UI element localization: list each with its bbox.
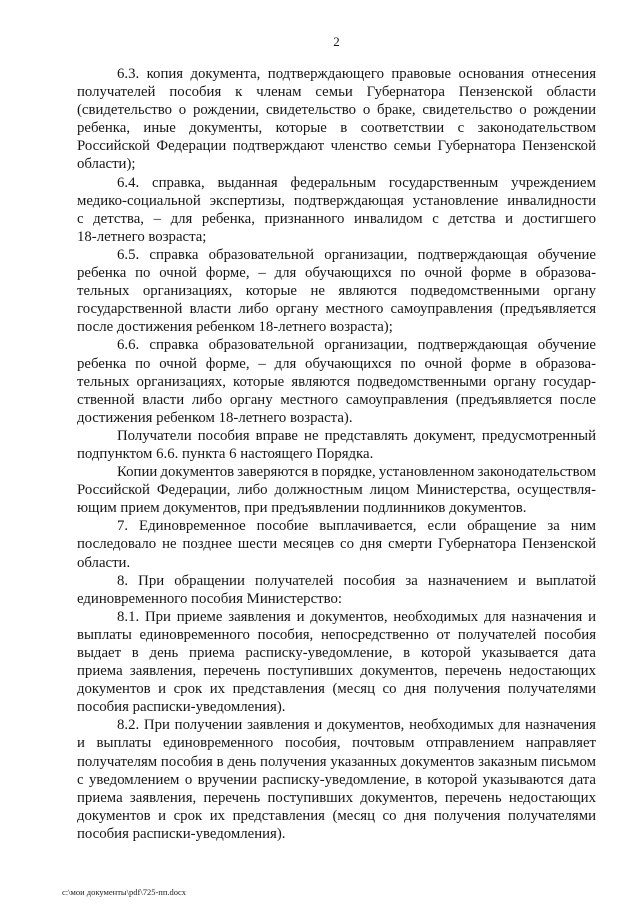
text-line: пособия расписки-уведомления).	[77, 699, 286, 716]
text-line: Российской Федерации, либо должностным лицом Министерства, осуществля-	[77, 482, 596, 499]
text-line: выплаты единовременного пособия, непосредственно от получателей пособия	[77, 626, 596, 643]
text-line: последовало не позднее шести месяцев со дня смерти Губернатора Пензенской	[77, 536, 596, 553]
text-line: ребенка, иные документы, которые в соответствии с законодательством	[77, 120, 596, 137]
paragraph-8-2	[77, 716, 596, 843]
text-line: ственной власти либо органу местного самоуправления (предъявляется после	[77, 391, 596, 408]
text-line: 8. При обращении получателей пособия за назначением и выплатой	[117, 572, 596, 589]
text-line: области);	[77, 156, 136, 173]
text-line: с детства, – для ребенка, признанного инвалидом с детства и достигшего	[77, 210, 596, 227]
paragraph-6-3	[77, 65, 596, 174]
text-line: получателей пособия к членам семьи Губернатора Пензенской области	[77, 84, 596, 101]
text-line: государственной власти либо органу местного самоуправления (предъявляется	[77, 301, 596, 318]
text-line: ребенка по очной форме, – для обучающихся по очной форме в образова-	[77, 265, 596, 282]
text-line: 8.1. При приеме заявления и документов, необходимых для назначения и	[117, 608, 596, 625]
paragraph-6-4	[77, 174, 596, 246]
text-line: документов и срок их представления (месяц со дня получения получателями	[77, 681, 596, 698]
text-line: тельных организациях, которые не являются подведомственными органу	[77, 283, 596, 300]
text-line: тельных организациях, которые являются подведомственными органу государ-	[77, 373, 596, 390]
paragraph-8-1	[77, 608, 596, 717]
text-line: (свидетельство о рождении, свидетельство о браке, свидетельство о рождении	[77, 102, 596, 119]
text-line: Получатели пособия вправе не представлять документ, предусмотренный	[117, 427, 596, 444]
paragraph-recipients-note	[77, 427, 596, 463]
text-line: 8.2. При получении заявления и документов, необходимых для назначения	[117, 717, 596, 734]
paragraph-7	[77, 517, 596, 571]
page-number: 2	[333, 34, 340, 49]
text-line: 7. Единовременное пособие выплачивается, если обращение за ним	[117, 518, 596, 535]
text-line: получателям пособия в день получения указанных документов заказным письмом	[77, 753, 596, 770]
text-line: Копии документов заверяются в порядке, установленном законодательством	[117, 464, 596, 481]
paragraph-copies-certification	[77, 463, 596, 517]
text-line: ребенка по очной форме, – для обучающихся по очной форме в образова-	[77, 355, 596, 372]
text-line: 18-летнего возраста;	[77, 228, 207, 245]
text-line: приема заявления, перечень поступивших документов, перечень недостающих	[77, 789, 596, 806]
paragraph-6-5	[77, 246, 596, 336]
text-line: подпунктом 6.6. пункта 6 настоящего Порядка.	[77, 445, 374, 462]
text-line: пособия расписки-уведомления).	[77, 825, 286, 842]
text-line: документов и срок их представления (месяц со дня получения получателями	[77, 807, 596, 824]
text-line: Российской Федерации подтверждают членство семьи Губернатора Пензенской	[77, 138, 596, 155]
text-line: после достижения ребенком 18-летнего возраста);	[77, 319, 393, 336]
paragraph-8	[77, 572, 596, 608]
text-line: ющим прием документов, при предъявлении подлинников документов.	[77, 500, 527, 517]
footer-file-path: c:\мои документы\pdf\725-пп.docx	[62, 887, 187, 897]
text-line: медико-социальной экспертизы, подтверждающая установление инвалидности	[77, 192, 596, 209]
text-line: единовременного пособия Министерство:	[77, 590, 342, 607]
text-line: области.	[77, 554, 131, 571]
text-line: выдает в день приема расписку-уведомление, в которой указывается дата	[77, 645, 596, 661]
text-line: приема заявления, перечень поступивших документов, перечень недостающих	[77, 663, 596, 680]
text-line: достижения ребенком 18-летнего возраста).	[77, 409, 353, 426]
text-line: с уведомлением о вручении расписку-уведомление, в которой указываются дата	[77, 771, 596, 788]
text-line: 6.4. справка, выданная федеральным государственным учреждением	[117, 174, 596, 191]
text-line: 6.6. справка образовательной организации, подтверждающая обучение	[117, 337, 596, 354]
document-body	[77, 65, 596, 843]
text-line: 6.3. копия документа, подтверждающего правовые основания отнесения	[117, 66, 596, 82]
text-line: 6.5. справка образовательной организации, подтверждающая обучение	[117, 246, 596, 263]
paragraph-6-6	[77, 336, 596, 426]
text-line: и выплаты единовременного пособия, почтовым отправлением направляет	[77, 735, 596, 752]
